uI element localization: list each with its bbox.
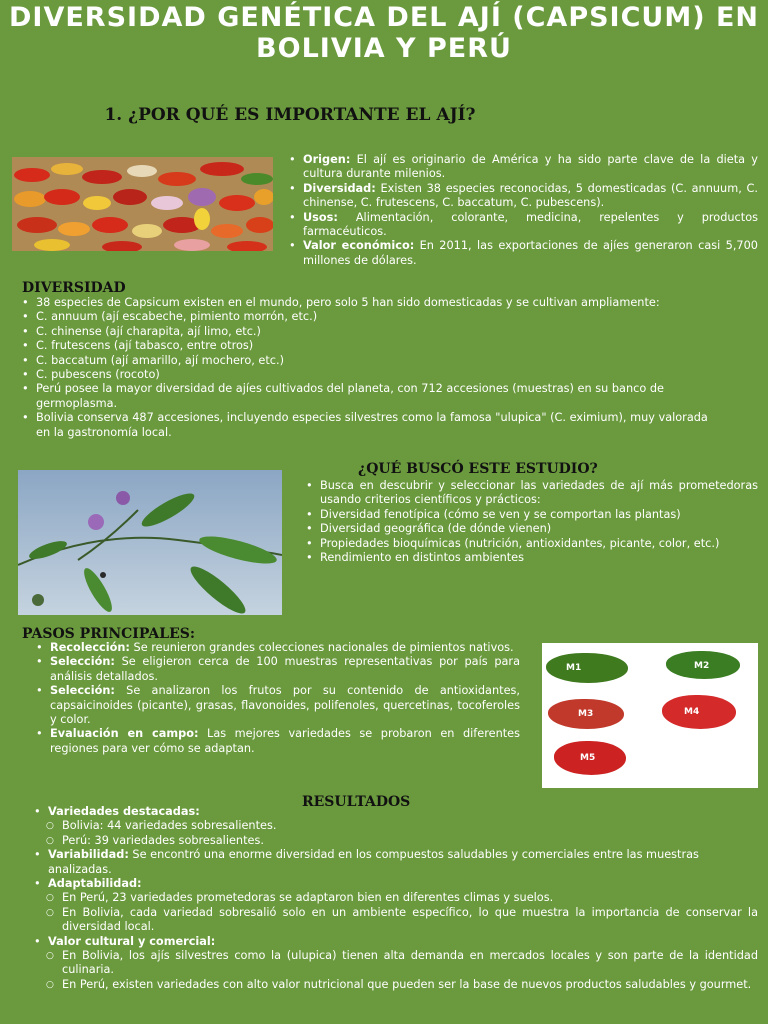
pepper-label: M3 bbox=[578, 709, 594, 719]
sub-list-item: ○ Bolivia: 44 variedades sobresalientes. bbox=[28, 819, 758, 833]
section-heading-importance: 1. ¿POR QUÉ ES IMPORTANTE EL AJÍ? bbox=[104, 105, 476, 125]
list-item: • Rendimiento en distintos ambientes bbox=[300, 551, 758, 565]
list-item: • Origen: El ají es originario de América y ha sido parte clave de la dieta y cultura durante milenios. bbox=[283, 153, 758, 182]
pepper-label: M5 bbox=[580, 753, 596, 763]
list-item: • Variedades destacadas: ○ Bolivia: 44 variedades sobresalientes. ○ Perú: 39 variedades sobresalientes. bbox=[28, 805, 758, 848]
plant-illustration bbox=[18, 470, 282, 615]
pepper-label: M2 bbox=[694, 661, 710, 671]
sub-list-item: ○ En Perú, 23 variedades prometedoras se adaptaron bien en diferentes climas y suelos. bbox=[28, 891, 758, 905]
diversidad-list bbox=[16, 296, 716, 440]
section-heading-pasos: PASOS PRINCIPALES: bbox=[22, 626, 196, 642]
pepper-samples-card bbox=[542, 643, 758, 788]
section-heading-diversidad: DIVERSIDAD bbox=[22, 280, 126, 296]
pepper-plant-photo bbox=[18, 470, 282, 615]
list-item: • Propiedades bioquímicas (nutrición, antioxidantes, picante, color, etc.) bbox=[300, 537, 758, 551]
peppers-illustration bbox=[12, 157, 273, 251]
peppers-photo bbox=[12, 157, 273, 251]
list-item: • Valor cultural y comercial: ○ En Bolivia, los ajís silvestres como la (ulupica) tienen alta demanda en mercados locales y son parte de la identidad culinaria. ○ En Perú, existen variedades con alto valor nutricional que pueden ser la base de nuevos productos saludables y gourmet. bbox=[28, 935, 758, 993]
list-item: • Diversidad geográfica (de dónde vienen) bbox=[300, 522, 758, 536]
list-item: • C. frutescens (ají tabasco, entre otros) bbox=[16, 339, 716, 353]
list-item: • Selección: Se analizaron los frutos por su contenido de antioxidantes, capsaicinoides (picante), grasas, flavonoides, polifenoles, quercetinas, tocoferoles y color. bbox=[30, 684, 520, 727]
list-item: • C. annuum (ají escabeche, pimiento morrón, etc.) bbox=[16, 310, 716, 324]
pasos-list bbox=[30, 641, 520, 756]
list-item: • Valor económico: En 2011, las exportaciones de ajíes generaron casi 5,700 millones de dólares. bbox=[283, 239, 758, 268]
sub-list bbox=[28, 819, 758, 848]
pepper-label: M4 bbox=[684, 707, 700, 717]
section-heading-estudio: ¿QUÉ BUSCÓ ESTE ESTUDIO? bbox=[358, 461, 598, 477]
list-item: • Evaluación en campo: Las mejores variedades se probaron en diferentes regiones para ver cómo se adaptan. bbox=[30, 727, 520, 756]
estudio-list bbox=[300, 479, 758, 565]
resultados-list bbox=[28, 805, 758, 992]
list-item: • Diversidad: Existen 38 especies reconocidas, 5 domesticadas (C. annuum, C. chinense, C. frutescens, C. baccatum, C. pubescens). bbox=[283, 182, 758, 211]
sub-list-item: ○ Perú: 39 variedades sobresalientes. bbox=[28, 834, 758, 848]
list-item: • Selección: Se eligieron cerca de 100 muestras representativas por país para análisis detallados. bbox=[30, 655, 520, 684]
list-item: • C. chinense (ají charapita, ají limo, etc.) bbox=[16, 325, 716, 339]
sub-list bbox=[28, 891, 758, 934]
list-item: • Usos: Alimentación, colorante, medicina, repelentes y productos farmacéuticos. bbox=[283, 211, 758, 240]
list-item: • Adaptabilidad: ○ En Perú, 23 variedades prometedoras se adaptaron bien en diferentes climas y suelos. ○ En Bolivia, cada variedad sobresalió solo en un ambiente específico, lo que muestra la importancia de conservar la diversidad local. bbox=[28, 877, 758, 935]
sub-list-item: ○ En Perú, existen variedades con alto valor nutricional que pueden ser la base de nuevos productos saludables y gourmet. bbox=[28, 978, 758, 992]
list-item: • Busca en descubrir y seleccionar las variedades de ají más prometedoras usando criterios científicos y prácticos: bbox=[300, 479, 758, 508]
list-item: • C. pubescens (rocoto) bbox=[16, 368, 716, 382]
sub-list-item: ○ En Bolivia, cada variedad sobresalió solo en un ambiente específico, lo que muestra la importancia de conservar la diversidad local. bbox=[28, 906, 758, 935]
sub-list bbox=[28, 949, 758, 992]
list-item: • Recolección: Se reunieron grandes colecciones nacionales de pimientos nativos. bbox=[30, 641, 520, 655]
sub-list-item: ○ En Bolivia, los ajís silvestres como la (ulupica) tienen alta demanda en mercados locales y son parte de la identidad culinaria. bbox=[28, 949, 758, 978]
list-item: • Variabilidad: Se encontró una enorme diversidad en los compuestos saludables y comerciales entre las muestras analizadas. bbox=[28, 848, 758, 877]
list-item: • Diversidad fenotípica (cómo se ven y se comportan las plantas) bbox=[300, 508, 758, 522]
list-item: • 38 especies de Capsicum existen en el mundo, pero solo 5 han sido domesticadas y se cultivan ampliamente: bbox=[16, 296, 716, 310]
page-title: DIVERSIDAD GENÉTICA DEL AJÍ (CAPSICUM) EN BOLIVIA Y PERÚ bbox=[9, 2, 759, 64]
list-item: • Perú posee la mayor diversidad de ajíes cultivados del planeta, con 712 accesiones (muestras) en su banco de germoplasma. bbox=[16, 382, 716, 411]
list-item: • Bolivia conserva 487 accesiones, incluyendo especies silvestres como la famosa "ulupica" (C. eximium), muy valorada en la gastronomía local. bbox=[16, 411, 716, 440]
pepper-label: M1 bbox=[566, 663, 582, 673]
section-heading-resultados: RESULTADOS bbox=[302, 794, 411, 810]
pepper-sample bbox=[546, 653, 628, 683]
list-item: • C. baccatum (ají amarillo, ají mochero, etc.) bbox=[16, 354, 716, 368]
importance-list bbox=[283, 153, 758, 268]
